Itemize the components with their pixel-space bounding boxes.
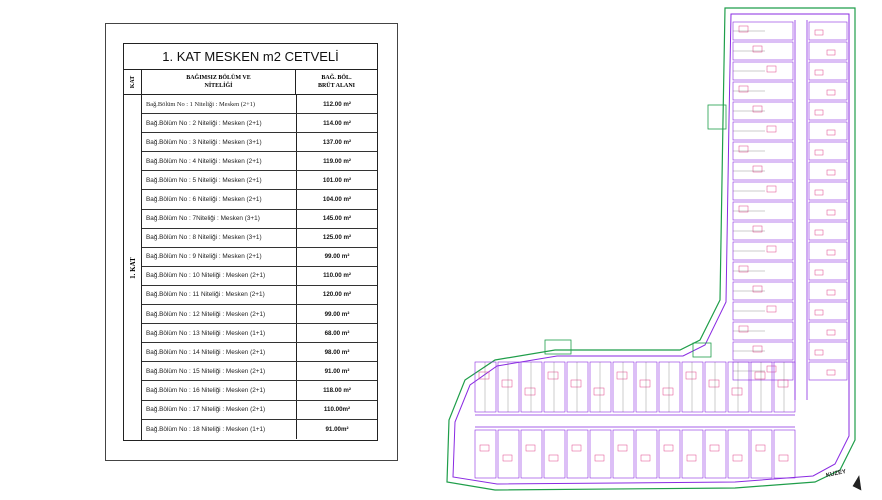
table-row: [142, 381, 377, 400]
table-row: [142, 362, 377, 381]
header-unit-line1: BAĞIMSIZ BÖLÜM VE: [186, 75, 251, 81]
unit-area: 104.00 m²: [296, 190, 377, 208]
furniture: [827, 50, 835, 55]
furniture: [827, 290, 835, 295]
room: [544, 430, 565, 478]
unit-description: Bağ.Bölüm No : 12 Niteliği : Mesken (2+1): [146, 310, 266, 318]
header-kat-label: KAT: [129, 75, 136, 89]
furniture: [594, 388, 604, 395]
furniture: [687, 455, 696, 461]
unit-description: Bağ.Bölüm No : 10 Niteliği : Mesken (2+1): [146, 272, 266, 280]
unit-area: 137.00 m²: [296, 133, 377, 151]
unit-area: 68.00 m²: [296, 324, 377, 342]
room: [636, 430, 657, 478]
room: [809, 42, 847, 60]
room: [590, 362, 611, 412]
unit-description: Bağ.Bölüm No : 9 Niteliği : Mesken (2+1): [146, 253, 262, 261]
room: [751, 362, 772, 412]
room: [809, 122, 847, 140]
furniture: [815, 270, 823, 275]
furniture: [827, 170, 835, 175]
furniture: [686, 372, 696, 379]
unit-area: 110.00m²: [296, 401, 377, 419]
unit-area: 99.00 m²: [296, 248, 377, 266]
table-row: [142, 114, 377, 133]
room: [809, 302, 847, 320]
floor-label: 1. KAT: [128, 256, 137, 279]
header-kat-cell: [124, 70, 142, 94]
unit-area: 91.00m²: [296, 420, 377, 439]
unit-area: 125.00 m²: [296, 229, 377, 247]
room: [521, 430, 542, 478]
room: [809, 322, 847, 340]
unit-area: 99.00 m²: [296, 305, 377, 323]
header-area-line2: BRÜT ALANI: [317, 83, 356, 89]
room: [475, 430, 496, 478]
unit-description: Bağ.Bölüm No : 13 Niteliği : Mesken (1+1): [146, 329, 266, 337]
furniture: [502, 380, 512, 387]
unit-area: 98.00 m²: [296, 343, 377, 361]
table-row: [142, 95, 377, 114]
unit-area: 101.00 m²: [296, 171, 377, 189]
north-label: KUZEY: [825, 468, 847, 480]
unit-description: Bağ.Bölüm No : 8 Niteliği : Mesken (3+1): [146, 234, 262, 242]
table-row: [142, 210, 377, 229]
room: [567, 430, 588, 478]
room: [659, 430, 680, 478]
table-row: [142, 286, 377, 305]
balcony: [545, 340, 571, 354]
furniture: [595, 455, 604, 461]
furniture: [767, 246, 776, 252]
header-area-cell: [296, 70, 377, 94]
room: [613, 362, 634, 412]
room: [751, 430, 772, 478]
header-area-line1: BAĞ. BÖL.: [321, 75, 352, 81]
furniture: [756, 445, 765, 451]
furniture: [480, 445, 489, 451]
area-schedule-table: [123, 43, 378, 441]
furniture: [815, 350, 823, 355]
table-row: [142, 401, 377, 420]
furniture: [767, 366, 776, 372]
furniture: [827, 370, 835, 375]
furniture: [618, 445, 627, 451]
unit-description: Bağ.Bölüm No : 11 Niteliği : Mesken (2+1): [146, 291, 265, 299]
room: [809, 262, 847, 280]
unit-area: 145.00 m²: [296, 210, 377, 228]
unit-area: 91.00 m²: [296, 362, 377, 380]
room: [728, 430, 749, 478]
furniture: [815, 110, 823, 115]
room: [809, 282, 847, 300]
unit-description: Bağ.Bölüm No : 1 Niteliği : Mesken (2+1): [146, 100, 256, 108]
unit-area: 112.00 m²: [296, 95, 377, 113]
room: [544, 362, 565, 412]
table-row: [142, 305, 377, 324]
furniture: [640, 380, 650, 387]
room: [809, 22, 847, 40]
furniture: [767, 66, 776, 72]
unit-description: Bağ.Bölüm No : 16 Niteliği : Mesken (2+1): [146, 386, 266, 394]
furniture: [755, 372, 765, 379]
room: [521, 362, 542, 412]
furniture: [663, 388, 673, 395]
unit-description: Bağ.Bölüm No : 2 Niteliği : Mesken (2+1): [146, 119, 262, 127]
furniture: [549, 455, 558, 461]
furniture: [664, 445, 673, 451]
table-row: [142, 152, 377, 171]
room: [774, 430, 795, 478]
furniture: [733, 455, 742, 461]
room: [809, 102, 847, 120]
room: [809, 342, 847, 360]
room: [728, 362, 749, 412]
room: [809, 162, 847, 180]
table-row: [142, 171, 377, 190]
floor-cell: [124, 95, 142, 440]
unit-description: Bağ.Bölüm No : 18 Niteliği : Mesken (1+1): [146, 425, 266, 433]
room: [809, 362, 847, 380]
table-row: [142, 267, 377, 286]
room: [498, 430, 519, 478]
north-arrow-icon: [853, 476, 861, 490]
furniture: [617, 372, 627, 379]
furniture: [571, 380, 581, 387]
furniture: [548, 372, 558, 379]
unit-area: 118.00 m²: [296, 381, 377, 399]
unit-area: 120.00 m²: [296, 286, 377, 304]
furniture: [778, 380, 788, 387]
furniture: [827, 210, 835, 215]
table-title: 1. KAT MESKEN m2 CETVELİ: [124, 44, 377, 70]
table-rows: [142, 95, 377, 439]
building-inner-wall: [453, 14, 849, 484]
room: [809, 222, 847, 240]
unit-area: 110.00 m²: [296, 267, 377, 285]
furniture: [827, 130, 835, 135]
furniture: [815, 230, 823, 235]
furniture: [641, 455, 650, 461]
unit-description: Bağ.Bölüm No : 14 Niteliği : Mesken (2+1): [146, 348, 266, 356]
furniture: [815, 150, 823, 155]
table-header: [124, 70, 377, 95]
building-outline: [447, 8, 855, 490]
furniture: [815, 190, 823, 195]
furniture: [767, 306, 776, 312]
room: [809, 82, 847, 100]
floor-plan-layer: [447, 8, 861, 490]
table-row: [142, 420, 377, 439]
floor-plan-drawing: [435, 0, 882, 500]
room: [659, 362, 680, 412]
unit-area: 114.00 m²: [296, 114, 377, 132]
furniture: [525, 388, 535, 395]
furniture: [827, 250, 835, 255]
table-row: [142, 229, 377, 248]
table-row: [142, 248, 377, 267]
table-row: [142, 190, 377, 209]
furniture: [526, 445, 535, 451]
furniture: [815, 30, 823, 35]
furniture: [815, 310, 823, 315]
room: [809, 242, 847, 260]
header-unit-cell: [142, 70, 296, 94]
furniture: [815, 70, 823, 75]
table-row: [142, 343, 377, 362]
table-row: [142, 324, 377, 343]
furniture: [767, 186, 776, 192]
furniture: [827, 330, 835, 335]
room: [613, 430, 634, 478]
room: [809, 202, 847, 220]
room: [809, 142, 847, 160]
furniture: [710, 445, 719, 451]
room: [705, 430, 726, 478]
furniture: [767, 126, 776, 132]
unit-description: Bağ.Bölüm No : 3 Niteliği : Mesken (3+1): [146, 138, 262, 146]
furniture: [709, 380, 719, 387]
room: [809, 62, 847, 80]
unit-description: Bağ.Bölüm No : 15 Niteliği : Mesken (2+1): [146, 367, 266, 375]
unit-description: Bağ.Bölüm No : 17 Niteliği : Mesken (2+1): [146, 406, 266, 414]
table-row: [142, 133, 377, 152]
unit-area: 119.00 m²: [296, 152, 377, 170]
room: [590, 430, 611, 478]
header-unit-line2: NİTELİĞİ: [204, 83, 233, 89]
furniture: [827, 90, 835, 95]
unit-description: Bağ.Bölüm No : 6 Niteliği : Mesken (2+1): [146, 196, 262, 204]
room: [682, 430, 703, 478]
unit-description: Bağ.Bölüm No : 4 Niteliği : Mesken (2+1): [146, 157, 262, 165]
room: [809, 182, 847, 200]
furniture: [503, 455, 512, 461]
furniture: [779, 455, 788, 461]
room: [682, 362, 703, 412]
unit-description: Bağ.Bölüm No : 7Niteliği : Mesken (3+1): [146, 215, 260, 223]
furniture: [732, 388, 742, 395]
furniture: [572, 445, 581, 451]
unit-description: Bağ.Bölüm No : 5 Niteliği : Mesken (2+1): [146, 176, 262, 184]
